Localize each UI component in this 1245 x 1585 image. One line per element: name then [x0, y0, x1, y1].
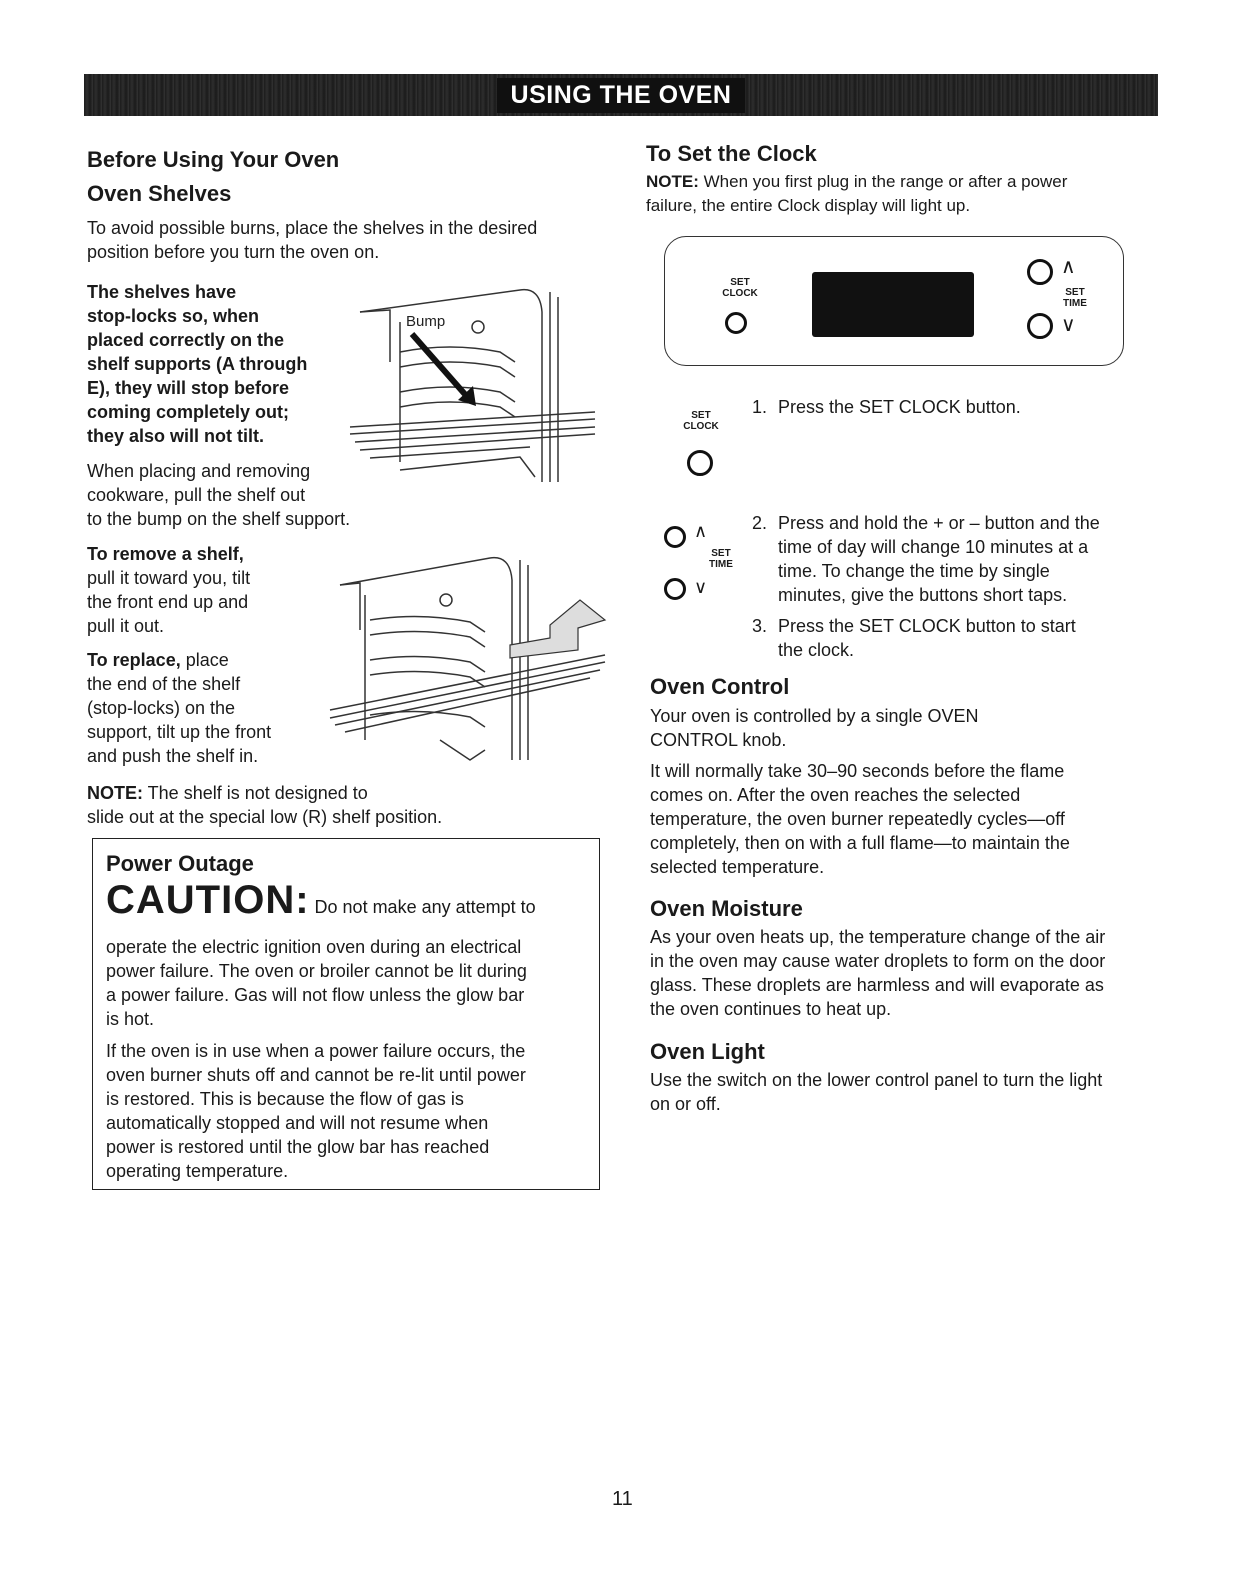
section-header-bar — [84, 74, 1158, 116]
power-outage-box — [92, 838, 600, 1190]
replace-shelf-text — [87, 648, 271, 768]
stoplocks-line: they also will not tilt. — [87, 426, 265, 446]
shelf-note — [87, 781, 607, 829]
caution-line: power failure. The oven or broiler cannot be lit during — [106, 961, 527, 981]
step2-minus-icon — [664, 578, 686, 600]
step2-line: minutes, give the buttons short taps. — [778, 585, 1068, 605]
outage-line: power is restored until the glow bar has reached — [106, 1137, 490, 1157]
moisture-line: the oven continues to heat up. — [650, 999, 892, 1019]
note-line2: slide out at the special low (R) shelf position. — [87, 807, 443, 827]
control-line: completely, then on with a full flame—to maintain the — [650, 833, 1070, 853]
lift-arrow-icon — [510, 600, 605, 658]
step1-set-clock-label-line: SET — [691, 410, 711, 421]
replace-line: and push the shelf in. — [87, 746, 259, 766]
placing-line: to the bump on the shelf support. — [87, 509, 351, 529]
up-chevron-icon: ∧ — [1061, 256, 1076, 278]
outage-line: oven burner shuts off and cannot be re-lit until power — [106, 1065, 526, 1085]
control-line: comes on. After the oven reaches the selected — [650, 785, 1021, 805]
clock-note-line1: When you first plug in the range or after a power — [698, 172, 1068, 191]
note-line1: The shelf is not designed to — [143, 783, 368, 803]
placing-line: cookware, pull the shelf out — [87, 485, 306, 505]
moisture-line: As your oven heats up, the temperature change of the air — [650, 927, 1106, 947]
power-outage-title: Power Outage — [106, 851, 254, 876]
stoplocks-line: The shelves have — [87, 282, 237, 302]
replace-line: (stop-locks) on the — [87, 698, 236, 718]
replace-line: support, tilt up the front — [87, 722, 272, 742]
caution-line: operate the electric ignition oven during an electrical — [106, 937, 522, 957]
panel-set-clock-label-line: SET — [730, 277, 750, 288]
outage-line: is restored. This is because the flow of gas is — [106, 1089, 464, 1109]
step3-text — [778, 614, 1076, 662]
replace-title: To replace, — [87, 650, 181, 670]
clock-note — [646, 170, 1067, 218]
panel-set-clock-label — [715, 277, 765, 299]
step2-set-time-label-line: SET — [711, 548, 731, 559]
step2-set-time-label-line: TIME — [709, 559, 733, 570]
panel-set-clock-label-line: CLOCK — [722, 288, 758, 299]
step3-number: 3. — [752, 616, 768, 636]
control-line: It will normally take 30–90 seconds before the flame — [650, 761, 1065, 781]
remove-shelf-text — [87, 542, 250, 638]
step1-set-clock-icon — [687, 450, 713, 476]
shelf-bump-illustration — [330, 282, 605, 502]
outage-line: operating temperature. — [106, 1161, 289, 1181]
clock-note-line2: failure, the entire Clock display will light up. — [646, 196, 971, 215]
caution-rest: Do not make any attempt to — [309, 897, 536, 917]
remove-line: the front end up and — [87, 592, 249, 612]
note-label: NOTE: — [87, 783, 143, 803]
panel-set-time-label-line: SET — [1065, 287, 1085, 298]
step2-line: Press and hold the + or – button and the — [778, 513, 1100, 533]
caution-word: CAUTION: — [106, 878, 310, 922]
step3-line: Press the SET CLOCK button to start — [778, 616, 1076, 636]
oven-control-p2 — [650, 759, 1070, 879]
bump-arrow — [412, 334, 470, 400]
stoplocks-line: E), they will stop before — [87, 378, 290, 398]
moisture-line: glass. These droplets are harmless and will evaporate as — [650, 975, 1104, 995]
bump-label: Bump — [406, 313, 446, 330]
page-number: 11 — [612, 1488, 633, 1510]
light-line: Use the switch on the lower control panel to turn the light — [650, 1070, 1103, 1090]
control-line: CONTROL knob. — [650, 730, 787, 750]
down-chevron-icon: ∨ — [1061, 314, 1076, 336]
outage-line: If the oven is in use when a power failure occurs, the — [106, 1041, 526, 1061]
caution-line: a power failure. Gas will not flow unless the glow bar — [106, 985, 525, 1005]
panel-plus-button[interactable] — [1027, 259, 1053, 285]
oven-control-p1 — [650, 704, 979, 752]
panel-minus-button[interactable] — [1027, 313, 1053, 339]
heading-set-clock: To Set the Clock — [646, 141, 817, 166]
panel-set-clock-button[interactable] — [725, 312, 747, 334]
stoplocks-line: coming completely out; — [87, 402, 290, 422]
moisture-line: in the oven may cause water droplets to form on the door — [650, 951, 1106, 971]
placing-line: When placing and removing — [87, 461, 311, 481]
caution-text — [106, 935, 527, 1031]
step2-number: 2. — [752, 513, 768, 533]
stoplocks-line: shelf supports (A through — [87, 354, 308, 374]
step2-plus-icon — [664, 526, 686, 548]
step3-line: the clock. — [778, 640, 855, 660]
panel-set-time-label-line: TIME — [1063, 298, 1087, 309]
clock-display — [812, 272, 974, 337]
remove-line: pull it out. — [87, 616, 165, 636]
shelf-remove-illustration — [320, 550, 610, 770]
stoplocks-line: stop-locks so, when — [87, 306, 260, 326]
placing-text — [87, 459, 350, 531]
control-line: selected temperature. — [650, 857, 825, 877]
panel-set-time-label — [1057, 287, 1093, 309]
heading-oven-moisture: Oven Moisture — [650, 896, 803, 921]
remove-line: pull it toward you, tilt — [87, 568, 251, 588]
clock-note-label: NOTE: — [646, 172, 699, 191]
shelves-intro: To avoid possible burns, place the shelves in the desired position before you turn the oven on. — [87, 218, 538, 262]
step2-text — [778, 511, 1100, 607]
section-title: USING THE OVEN — [497, 78, 746, 113]
heading-oven-shelves: Oven Shelves — [87, 181, 232, 206]
heading-oven-control: Oven Control — [650, 674, 790, 699]
control-line: temperature, the oven burner repeatedly cycles—off — [650, 809, 1065, 829]
step1-set-clock-label-line: CLOCK — [683, 421, 719, 432]
stoplocks-text — [87, 280, 307, 448]
oven-moisture-text — [650, 925, 1105, 1021]
light-line: on or off. — [650, 1094, 721, 1114]
step2-line: time of day will change 10 minutes at a — [778, 537, 1089, 557]
step2-line: time. To change the time by single — [778, 561, 1050, 581]
caution-line: is hot. — [106, 1009, 155, 1029]
replace-line: the end of the shelf — [87, 674, 241, 694]
outage-paragraph-2 — [106, 1039, 526, 1183]
oven-light-text — [650, 1068, 1102, 1116]
stoplocks-line: placed correctly on the — [87, 330, 285, 350]
heading-before-using: Before Using Your Oven — [87, 147, 340, 172]
step2-up-chevron-icon: ∧ — [694, 521, 708, 541]
outage-line: automatically stopped and will not resume when — [106, 1113, 489, 1133]
step2-down-chevron-icon: ∨ — [694, 577, 708, 597]
step2-set-time-label — [701, 548, 741, 570]
remove-title: To remove a shelf, — [87, 544, 244, 564]
heading-oven-light: Oven Light — [650, 1039, 765, 1064]
step1-text: Press the SET CLOCK button. — [778, 397, 1021, 417]
caution-heading-line — [106, 878, 596, 922]
step1-set-clock-label — [678, 410, 724, 432]
clock-control-panel — [664, 236, 1124, 366]
replace-first: place — [180, 650, 229, 670]
control-line: Your oven is controlled by a single OVEN — [650, 706, 979, 726]
step1-number: 1. — [752, 397, 768, 417]
